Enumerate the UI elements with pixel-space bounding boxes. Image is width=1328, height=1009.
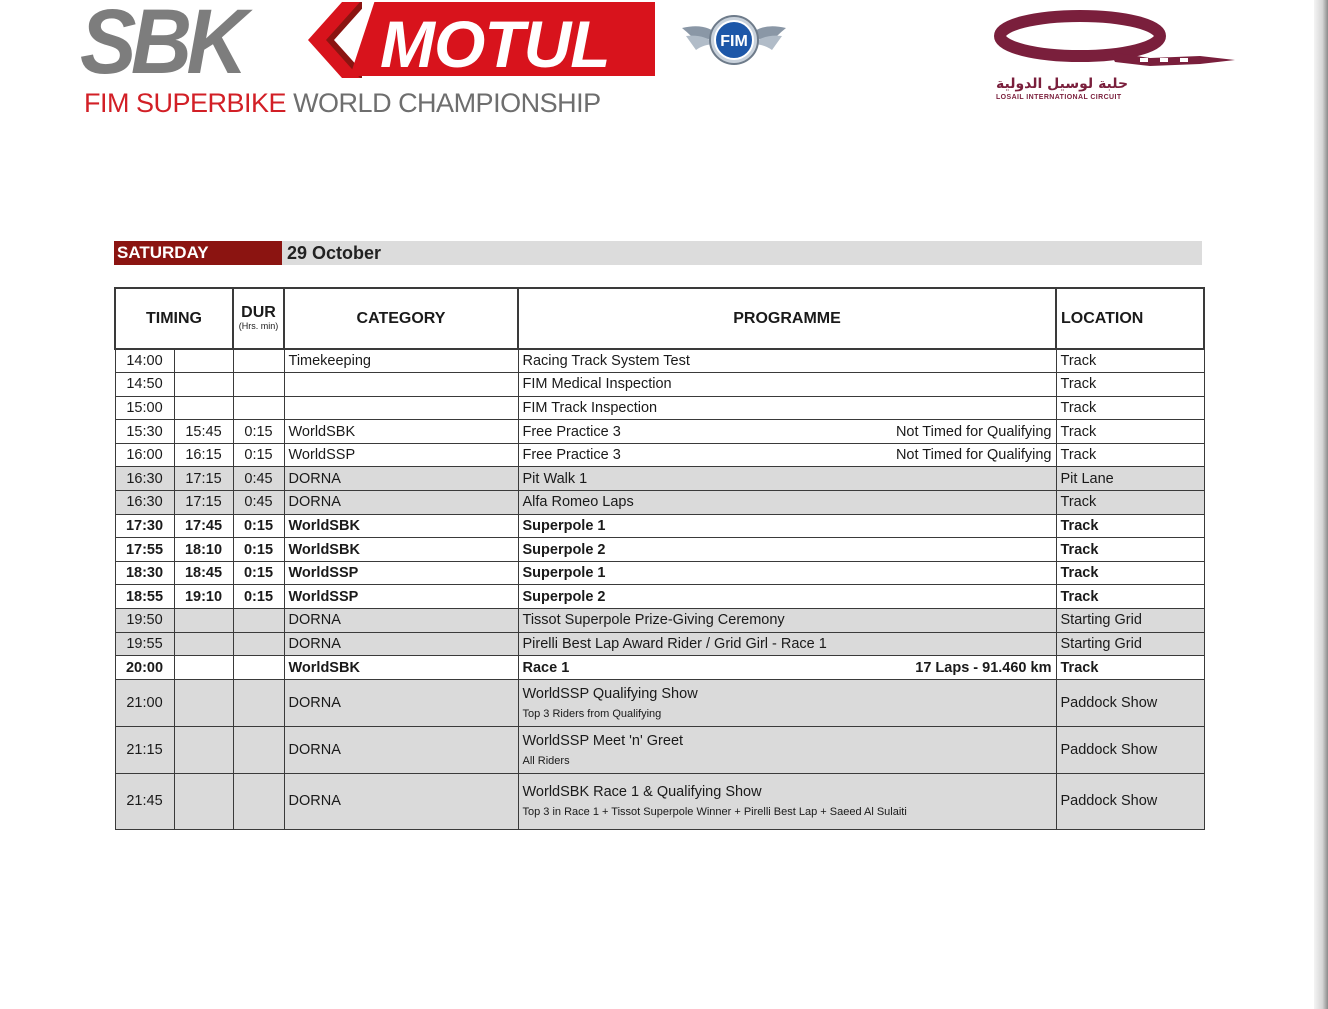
cell-duration: 0:15 <box>233 538 284 562</box>
programme-title: Free Practice 3 <box>522 423 621 440</box>
cell-programme <box>518 467 1056 491</box>
header-dur-sub: (Hrs. min) <box>238 321 279 331</box>
programme-subtitle: Top 3 in Race 1 + Tissot Superpole Winner + Pirelli Best Lap + Saeed Al Sulaiti <box>522 806 907 819</box>
cell-location: Track <box>1056 420 1204 444</box>
cell-start-time: 21:15 <box>115 726 174 773</box>
programme-title: Tissot Superpole Prize-Giving Ceremony <box>522 612 785 629</box>
cell-category: Timekeeping <box>284 349 518 373</box>
cell-start-time: 20:00 <box>115 656 174 680</box>
programme-title: WorldSSP Meet 'n' Greet <box>522 732 684 749</box>
header-category: CATEGORY <box>284 288 518 349</box>
table-header-row <box>115 288 1204 349</box>
programme-title: Superpole 1 <box>522 517 606 534</box>
cell-programme <box>518 632 1056 656</box>
cell-programme <box>518 443 1056 467</box>
sbk-wordmark: SBK <box>80 0 243 93</box>
programme-title: FIM Track Inspection <box>522 399 658 416</box>
championship-title <box>84 88 601 119</box>
circuit-name-english: LOSAIL INTERNATIONAL CIRCUIT <box>996 94 1122 101</box>
programme-title: Pirelli Best Lap Award Rider / Grid Girl - Race 1 <box>522 635 827 652</box>
header-dur <box>233 288 284 349</box>
cell-location: Track <box>1056 585 1204 609</box>
cell-location: Track <box>1056 514 1204 538</box>
cell-location: Paddock Show <box>1056 726 1204 773</box>
table-row <box>115 491 1204 515</box>
cell-category: WorldSBK <box>284 514 518 538</box>
cell-start-time: 15:00 <box>115 396 174 420</box>
cell-duration <box>233 373 284 397</box>
cell-category <box>284 373 518 397</box>
cell-end-time <box>174 396 233 420</box>
cell-programme <box>518 514 1056 538</box>
cell-programme <box>518 538 1056 562</box>
programme-title: Free Practice 3 <box>522 447 621 464</box>
championship-title-red: FIM SUPERBIKE <box>84 88 287 118</box>
cell-category: WorldSBK <box>284 656 518 680</box>
programme-title: Race 1 <box>522 659 570 676</box>
cell-programme <box>518 491 1056 515</box>
cell-duration: 0:15 <box>233 514 284 538</box>
cell-duration: 0:15 <box>233 443 284 467</box>
cell-programme <box>518 679 1056 726</box>
cell-start-time: 18:30 <box>115 561 174 585</box>
cell-end-time: 18:10 <box>174 538 233 562</box>
date-label: 29 October <box>287 243 382 263</box>
cell-duration <box>233 726 284 773</box>
cell-end-time: 17:15 <box>174 467 233 491</box>
cell-duration: 0:15 <box>233 561 284 585</box>
cell-start-time: 21:45 <box>115 773 174 829</box>
programme-title: WorldSBK Race 1 & Qualifying Show <box>522 784 762 801</box>
cell-start-time: 18:55 <box>115 585 174 609</box>
championship-title-grey: WORLD CHAMPIONSHIP <box>293 88 601 118</box>
cell-start-time: 19:50 <box>115 609 174 633</box>
cell-start-time: 16:30 <box>115 491 174 515</box>
programme-title: WorldSSP Qualifying Show <box>522 685 698 702</box>
programme-note: Not Timed for Qualifying <box>895 423 1052 440</box>
cell-location: Paddock Show <box>1056 679 1204 726</box>
programme-title: Superpole 2 <box>522 541 606 558</box>
programme-note: 17 Laps - 91.460 km <box>915 659 1052 676</box>
cell-category: DORNA <box>284 726 518 773</box>
cell-category: DORNA <box>284 632 518 656</box>
sbk-motul-logo <box>80 0 660 120</box>
circuit-name-arabic: حلبة لوسيل الدولية <box>996 76 1129 92</box>
cell-duration: 0:45 <box>233 467 284 491</box>
cell-start-time: 19:55 <box>115 632 174 656</box>
header-timing: TIMING <box>115 288 233 349</box>
fim-badge-text: FIM <box>720 33 748 50</box>
day-header-bar <box>114 241 1202 265</box>
cell-end-time <box>174 656 233 680</box>
cell-location: Starting Grid <box>1056 632 1204 656</box>
cell-programme <box>518 561 1056 585</box>
cell-category: DORNA <box>284 679 518 726</box>
cell-programme <box>518 656 1056 680</box>
cell-end-time <box>174 609 233 633</box>
day-label: SATURDAY <box>114 241 282 265</box>
schedule-body <box>115 349 1204 829</box>
cell-duration: 0:15 <box>233 585 284 609</box>
cell-programme <box>518 396 1056 420</box>
table-row <box>115 396 1204 420</box>
table-row <box>115 656 1204 680</box>
table-row <box>115 679 1204 726</box>
table-row <box>115 585 1204 609</box>
cell-programme <box>518 585 1056 609</box>
cell-start-time: 14:50 <box>115 373 174 397</box>
cell-location: Pit Lane <box>1056 467 1204 491</box>
cell-end-time: 18:45 <box>174 561 233 585</box>
cell-programme <box>518 373 1056 397</box>
programme-title: Alfa Romeo Laps <box>522 494 634 511</box>
programme-title: Pit Walk 1 <box>522 470 588 487</box>
cell-duration <box>233 609 284 633</box>
cell-duration <box>233 349 284 373</box>
cell-location: Track <box>1056 656 1204 680</box>
cell-end-time <box>174 679 233 726</box>
cell-start-time: 16:30 <box>115 467 174 491</box>
cell-category: WorldSSP <box>284 585 518 609</box>
cell-duration <box>233 632 284 656</box>
table-row <box>115 609 1204 633</box>
cell-category <box>284 396 518 420</box>
cell-location: Track <box>1056 491 1204 515</box>
cell-start-time: 17:30 <box>115 514 174 538</box>
table-row <box>115 349 1204 373</box>
cell-start-time: 21:00 <box>115 679 174 726</box>
programme-note: Not Timed for Qualifying <box>895 447 1052 464</box>
programme-title: FIM Medical Inspection <box>522 376 672 393</box>
page-edge-shadow <box>1314 0 1328 1009</box>
cell-category: WorldSBK <box>284 538 518 562</box>
cell-end-time <box>174 632 233 656</box>
header-programme: PROGRAMME <box>518 288 1056 349</box>
header-dur-label: DUR <box>241 304 276 321</box>
cell-end-time: 16:15 <box>174 443 233 467</box>
cell-duration: 0:45 <box>233 491 284 515</box>
table-row <box>115 773 1204 829</box>
losail-circuit-logo <box>990 6 1240 106</box>
table-row <box>115 514 1204 538</box>
table-row <box>115 420 1204 444</box>
cell-programme <box>518 726 1056 773</box>
cell-location: Track <box>1056 396 1204 420</box>
cell-category: DORNA <box>284 491 518 515</box>
cell-start-time: 15:30 <box>115 420 174 444</box>
cell-duration <box>233 773 284 829</box>
programme-subtitle: Top 3 Riders from Qualifying <box>522 707 662 720</box>
cell-end-time: 17:15 <box>174 491 233 515</box>
cell-end-time <box>174 726 233 773</box>
cell-duration: 0:15 <box>233 420 284 444</box>
cell-end-time <box>174 349 233 373</box>
cell-location: Track <box>1056 538 1204 562</box>
cell-location: Track <box>1056 373 1204 397</box>
cell-programme <box>518 609 1056 633</box>
table-row <box>115 373 1204 397</box>
programme-title: Superpole 1 <box>522 565 606 582</box>
cell-duration <box>233 656 284 680</box>
motul-wordmark: MOTUL <box>380 7 610 81</box>
cell-location: Paddock Show <box>1056 773 1204 829</box>
table-row <box>115 632 1204 656</box>
cell-programme <box>518 349 1056 373</box>
cell-location: Track <box>1056 349 1204 373</box>
cell-end-time: 17:45 <box>174 514 233 538</box>
table-row <box>115 443 1204 467</box>
cell-category: DORNA <box>284 773 518 829</box>
cell-location: Track <box>1056 561 1204 585</box>
programme-title: Racing Track System Test <box>522 353 690 370</box>
cell-programme <box>518 773 1056 829</box>
cell-start-time: 17:55 <box>115 538 174 562</box>
cell-category: DORNA <box>284 467 518 491</box>
cell-programme <box>518 420 1056 444</box>
cell-start-time: 14:00 <box>115 349 174 373</box>
header-location: LOCATION <box>1056 288 1204 349</box>
cell-category: WorldSSP <box>284 443 518 467</box>
table-row <box>115 538 1204 562</box>
cell-category: WorldSBK <box>284 420 518 444</box>
cell-start-time: 16:00 <box>115 443 174 467</box>
cell-location: Track <box>1056 443 1204 467</box>
cell-end-time <box>174 373 233 397</box>
cell-end-time: 19:10 <box>174 585 233 609</box>
cell-duration <box>233 679 284 726</box>
cell-duration <box>233 396 284 420</box>
cell-category: DORNA <box>284 609 518 633</box>
schedule-table <box>114 287 1205 830</box>
cell-location: Starting Grid <box>1056 609 1204 633</box>
losail-swoosh-icon <box>990 6 1240 76</box>
table-row <box>115 467 1204 491</box>
cell-category: WorldSSP <box>284 561 518 585</box>
programme-title: Superpole 2 <box>522 588 606 605</box>
table-row <box>115 561 1204 585</box>
programme-subtitle: All Riders <box>522 754 570 767</box>
sbk-arrow-icon <box>302 2 362 78</box>
fim-logo-icon <box>680 14 788 70</box>
cell-end-time: 15:45 <box>174 420 233 444</box>
cell-end-time <box>174 773 233 829</box>
table-row <box>115 726 1204 773</box>
